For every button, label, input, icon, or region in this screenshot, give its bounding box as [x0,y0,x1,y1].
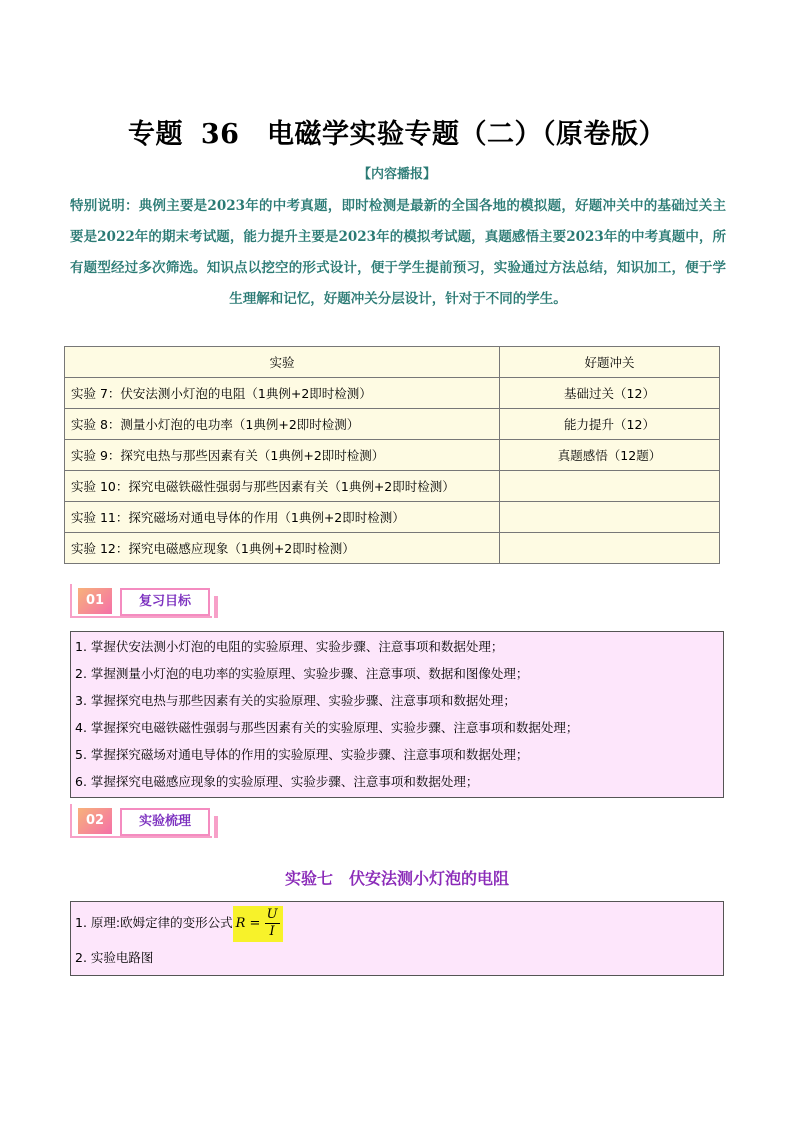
formula-denominator: I [269,923,275,939]
badge-decoration [214,816,218,838]
table-cell: 实验 10：探究电磁铁磁性强弱与那些因素有关（1典例+2即时检测） [65,471,500,502]
table-row [65,502,720,533]
table-cell: 实验 9：探究电热与那些因素有关（1典例+2即时检测） [65,440,500,471]
table-header-cell: 好题冲关 [500,347,720,378]
badge-decoration [214,596,218,618]
special-note-paragraph: 特别说明：典例主要是2023年的中考真题，即时检测是最新的全国各地的模拟题，好题冲关中的基础过关主要是2022年的期末考试题，能力提升主要是2023年的模拟考试题，真题感悟主要2023年的中考真题中，所有题型经过多次筛选。知识点以挖空的形式设计，便于学生提前预习，实验通过方法总结，知识加工，便于学生理解和记忆，好题冲关分层设计，针对于不同的学生。 [70,198,726,307]
list-item: 4. 掌握探究电磁铁磁性强弱与那些因素有关的实验原理、实验步骤、注意事项和数据处理； [75,720,579,735]
table-row [65,440,720,471]
table-cell: 实验 12：探究电磁感应现象（1典例+2即时检测） [65,533,500,564]
table-row [65,409,720,440]
table-cell [500,502,720,533]
table-cell: 真题感悟（12题） [500,440,720,471]
experiment-table [64,346,720,564]
review-goals-box [70,631,724,798]
experiment-principle-box [70,901,724,976]
table-cell [500,471,720,502]
page-title: 专题 36 电磁学实验专题（二）（原卷版） [128,119,666,150]
list-item: 3. 掌握探究电热与那些因素有关的实验原理、实验步骤、注意事项和数据处理； [75,693,516,708]
table-cell: 基础过关（12） [500,378,720,409]
table-row [65,533,720,564]
table-cell [500,533,720,564]
list-item: 5. 掌握探究磁场对通电导体的作用的实验原理、实验步骤、注意事项和数据处理； [75,747,529,762]
badge-label: 复习目标 [120,588,210,616]
table-row [65,378,720,409]
badge-number: 01 [78,588,112,614]
content-broadcast-heading: 【内容播报】 [357,167,436,182]
table-row [65,471,720,502]
list-item: 6. 掌握探究电磁感应现象的实验原理、实验步骤、注意事项和数据处理； [75,774,479,789]
badge-number: 02 [78,808,112,834]
badge-label: 实验梳理 [120,808,210,836]
table-cell: 实验 7：伏安法测小灯泡的电阻（1典例+2即时检测） [65,378,500,409]
table-cell: 实验 8：测量小灯泡的电功率（1典例+2即时检测） [65,409,500,440]
table-header-cell: 实验 [65,347,500,378]
table-cell: 能力提升（12） [500,409,720,440]
section-heading: 实验七 伏安法测小灯泡的电阻 [284,869,509,888]
table-header-row [65,347,720,378]
section-badge-review-goals [70,582,220,622]
principle-text: 1. 原理:欧姆定律的变形公式 [75,915,233,930]
ohms-law-formula [233,906,283,942]
list-item: 2. 掌握测量小灯泡的电功率的实验原理、实验步骤、注意事项、数据和图像处理； [75,666,529,681]
circuit-diagram-label: 2. 实验电路图 [75,950,154,965]
section-badge-experiment-summary [70,802,220,842]
formula-lhs: R = [235,915,261,931]
formula-numerator: U [266,906,278,922]
table-cell: 实验 11：探究磁场对通电导体的作用（1典例+2即时检测） [65,502,500,533]
formula-fraction [265,907,280,940]
list-item: 1. 掌握伏安法测小灯泡的电阻的实验原理、实验步骤、注意事项和数据处理； [75,639,504,654]
principle-line [71,902,723,944]
